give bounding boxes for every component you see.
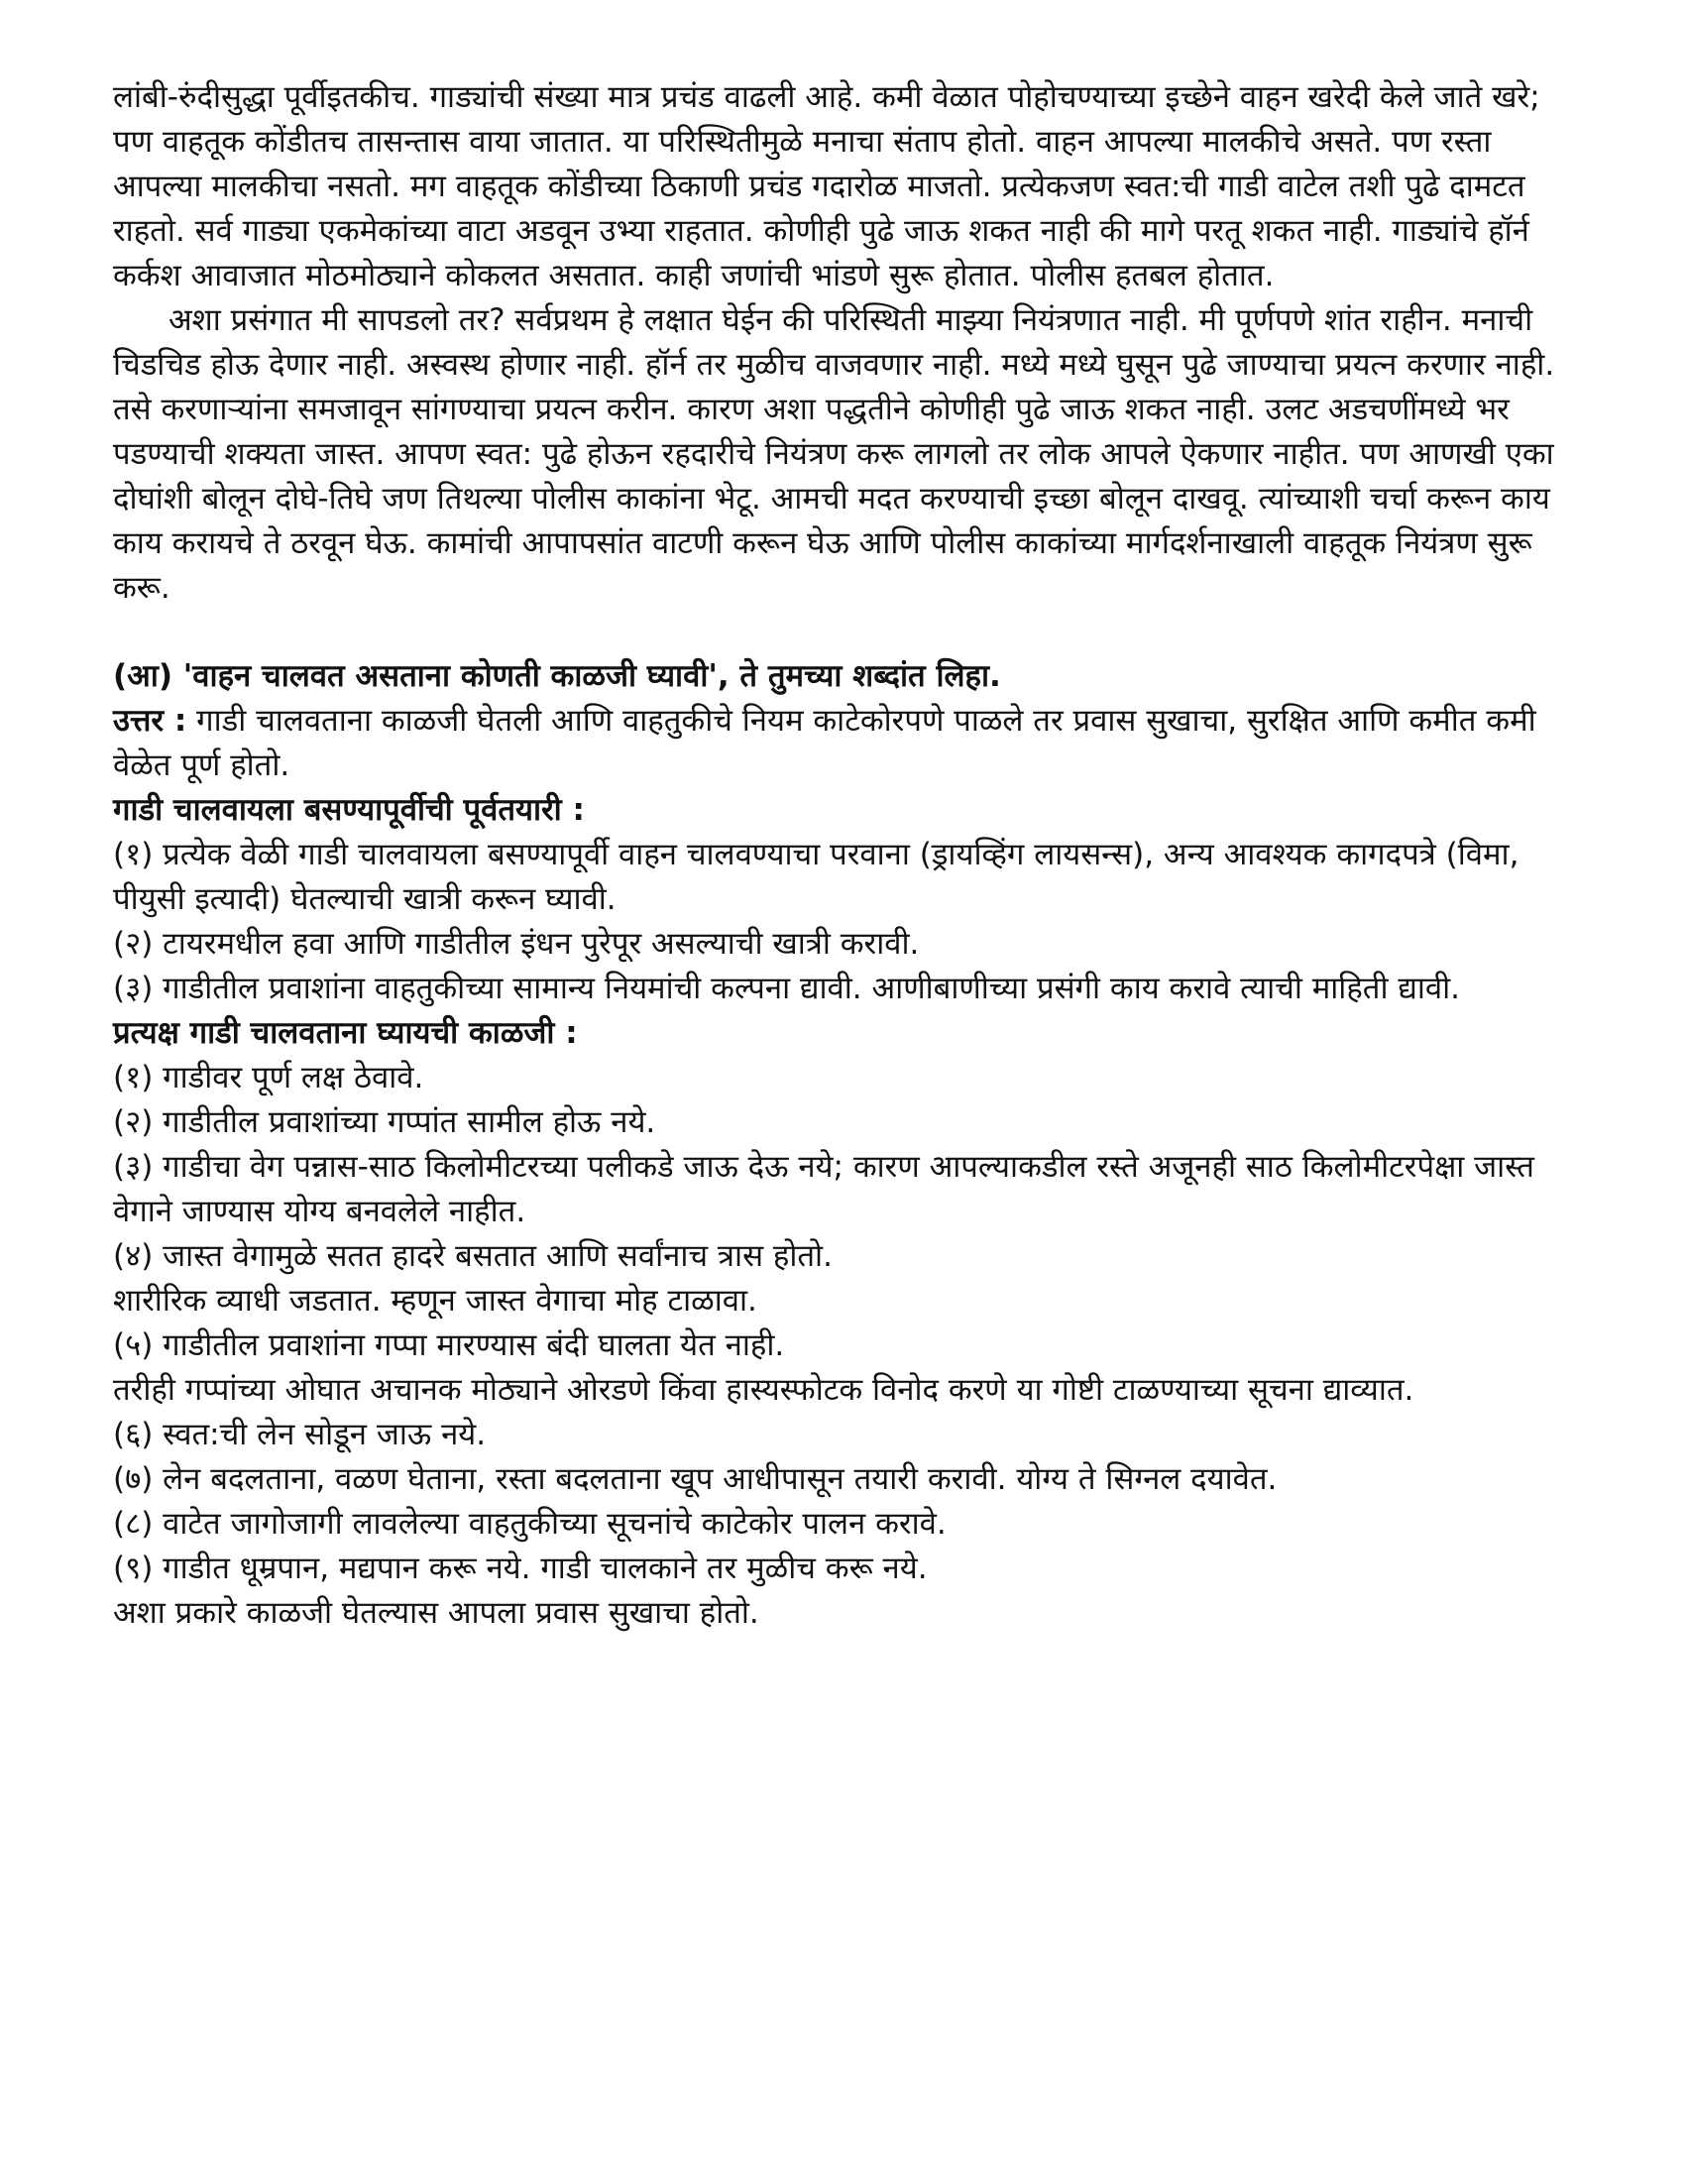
preparation-item: (२) टायरमधील हवा आणि गाडीतील इंधन पुरेपूर असल्याची खात्री करावी. <box>113 926 920 962</box>
answer-paragraph <box>113 699 1560 788</box>
intro-paragraph: लांबी-रुंदीसुद्धा पूर्वीइतकीच. गाड्यांची संख्या मात्र प्रचंड वाढली आहे. कमी वेळात पोहोचण्याच्या इच्छेने वाहन खरेदी केले जाते खरे; पण वाहतूक कोंडीतच तासन्तास वाया जातात. या परिस्थितीमुळे मनाचा संताप होतो. वाहन आपल्या मालकीचे असते. पण रस्ता आपल्या मालकीचा नसतो. मग वाहतूक कोंडीच्या ठिकाणी प्रचंड गदारोळ माजतो. प्रत्येकजण स्वत:ची गाडी वाटेल तशी पुढे दामटत राहतो. सर्व गाड्या एकमेकांच्या वाटा अडवून उभ्या राहतात. कोणीही पुढे जाऊ शकत नाही की मागे परतू शकत नाही. गाड्यांचे हॉर्न कर्कश आवाजात मोठमोठ्याने कोकलत असतात. काही जणांची भांडणे सुरू होतात. पोलीस हतबल होतात. <box>113 79 1540 293</box>
document-page <box>113 75 1560 1636</box>
conclusion-paragraph: अशा प्रकारे काळजी घेतल्यास आपला प्रवास सुखाचा होतो. <box>113 1595 759 1631</box>
response-paragraph: अशा प्रसंगात मी सापडलो तर? सर्वप्रथम हे लक्षात घेईन की परिस्थिती माझ्या नियंत्रणात नाही. मी पूर्णपणे शांत राहीन. मनाची चिडचिड होऊ देणार नाही. अस्वस्थ होणार नाही. हॉर्न तर मुळीच वाजवणार नाही. मध्ये मध्ये घुसून पुढे जाण्याचा प्रयत्न करणार नाही. तसे करणाऱ्यांना समजावून सांगण्याचा प्रयत्न करीन. कारण अशा पद्धतीने कोणीही पुढे जाऊ शकत नाही. उलट अडचणींमध्ये भर पडण्याची शक्यता जास्त. आपण स्वत: पुढे होऊन रहदारीचे नियंत्रण करू लागलो तर लोक आपले ऐकणार नाहीत. पण आणखी एका दोघांशी बोलून दोघे-तिघे जण तिथल्या पोलीस काकांना भेटू. आमची मदत करण्याची इच्छा बोलून दाखवू. त्यांच्याशी चर्चा करून काय काय करायचे ते ठरवून घेऊ. कामांची आपापसांत वाटणी करून घेऊ आणि पोलीस काकांच्या मार्गदर्शनाखाली वाहतूक नियंत्रण सुरू करू. <box>113 302 1555 606</box>
question-heading: (आ) 'वाहन चालवत असताना कोणती काळजी घ्यावी', ते तुमच्या शब्दांत लिहा. <box>113 658 1001 694</box>
driving-care-heading: प्रत्यक्ष गाडी चालवताना घ्यायची काळजी : <box>113 1015 578 1051</box>
preparation-heading: गाडी चालवायला बसण्यापूर्वीची पूर्वतयारी : <box>113 792 585 828</box>
driving-care-item: (१) गाडीवर पूर्ण लक्ष ठेवावे. <box>113 1060 424 1095</box>
driving-care-item: (७) लेन बदलताना, वळण घेताना, रस्ता बदलताना खूप आधीपासून तयारी करावी. योग्य ते सिग्नल दयावेत. <box>113 1461 1278 1497</box>
driving-care-item: तरीही गप्पांच्या ओघात अचानक मोठ्याने ओरडणे किंवा हास्यस्फोटक विनोद करणे या गोष्टी टाळण्याच्या सूचना द्याव्यात. <box>113 1372 1414 1408</box>
driving-care-item: (९) गाडीत धूम्रपान, मद्यपान करू नये. गाडी चालकाने तर मुळीच करू नये. <box>113 1551 928 1586</box>
answer-label: उत्तर : <box>113 703 187 739</box>
driving-care-item: (२) गाडीतील प्रवाशांच्या गप्पांत सामील होऊ नये. <box>113 1104 656 1140</box>
driving-care-item: (६) स्वत:ची लेन सोडून जाऊ नये. <box>113 1417 487 1452</box>
preparation-item: (३) गाडीतील प्रवाशांना वाहतुकीच्या सामान्य नियमांची कल्पना द्यावी. आणीबाणीच्या प्रसंगी काय करावे त्याची माहिती द्यावी. <box>113 971 1461 1006</box>
preparation-item: (१) प्रत्येक वेळी गाडी चालवायला बसण्यापूर्वी वाहन चालवण्याचा परवाना (ड्रायव्हिंग लायसन्स), अन्य आवश्यक कागदपत्रे (विमा, पीयुसी इत्यादी) घेतल्याची खात्री करून घ्यावी. <box>113 837 1519 917</box>
driving-care-item: शारीरिक व्याधी जडतात. म्हणून जास्त वेगाचा मोह टाळावा. <box>113 1283 757 1319</box>
driving-care-item: (४) जास्त वेगामुळे सतत हादरे बसतात आणि सर्वांनाच त्रास होतो. <box>113 1238 833 1274</box>
driving-care-item: (८) वाटेत जागोजागी लावलेल्या वाहतुकीच्या सूचनांचे काटेकोर पालन करावे. <box>113 1506 947 1542</box>
driving-care-item: (३) गाडीचा वेग पन्नास-साठ किलोमीटरच्या पलीकडे जाऊ देऊ नये; कारण आपल्याकडील रस्ते अजूनही साठ किलोमीटरपेक्षा जास्त वेगाने जाण्यास योग्य बनवलेले नाहीत. <box>113 1149 1534 1229</box>
section-gap <box>113 611 1560 654</box>
answer-text: गाडी चालवताना काळजी घेतली आणि वाहतुकीचे नियम काटेकोरपणे पाळले तर प्रवास सुखाचा, सुरक्षित आणि कमीत कमी वेळेत पूर्ण होतो. <box>113 703 1536 783</box>
driving-care-item: (५) गाडीतील प्रवाशांना गप्पा मारण्यास बंदी घालता येत नाही. <box>113 1327 785 1363</box>
